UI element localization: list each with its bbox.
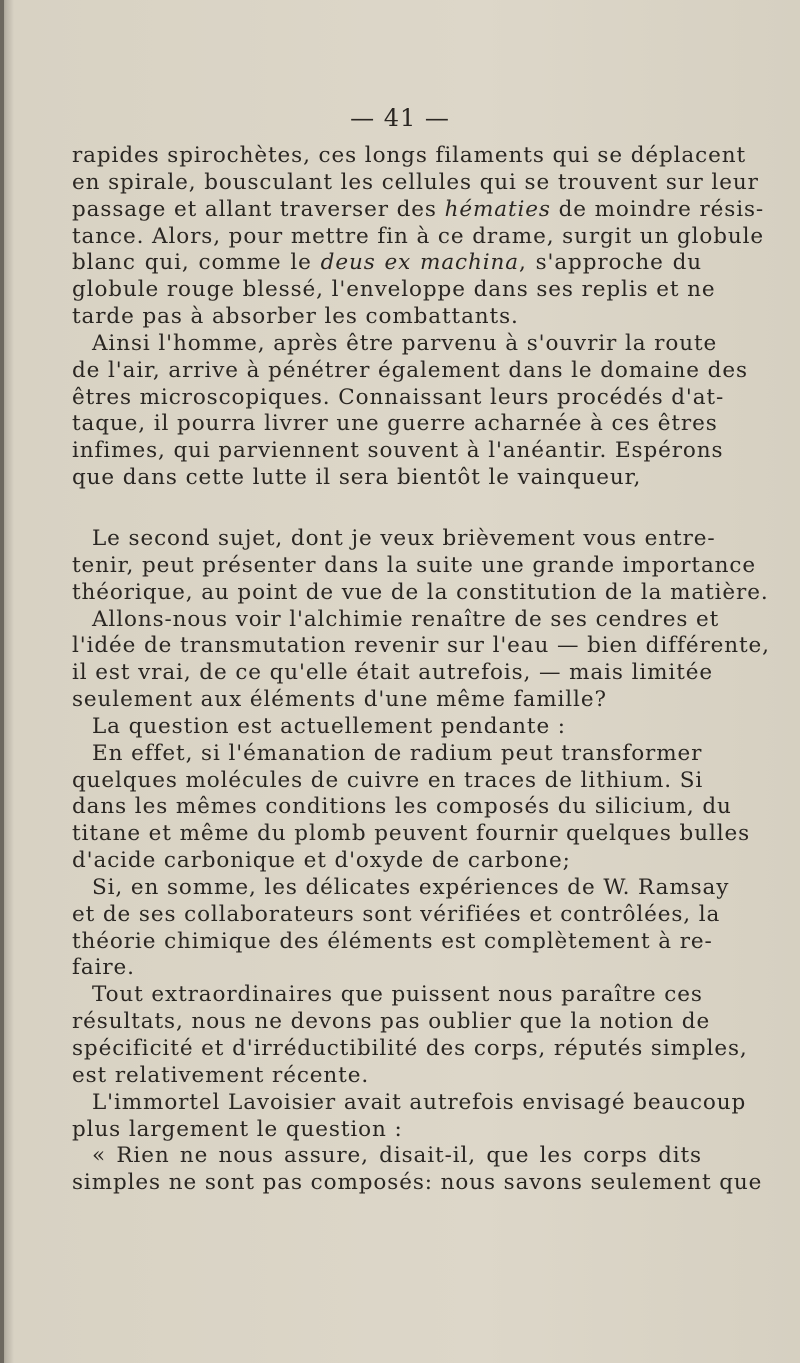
text-line: êtres microscopiques. Connaissant leurs procédés d'at- [72, 384, 725, 410]
text-line: tarde pas à absorber les combattants. [72, 304, 519, 330]
text-line: Le second sujet, dont je veux brièvement vous entre- [92, 525, 716, 551]
text-line: En effet, si l'émanation de radium peut transformer [92, 740, 703, 766]
text-line: l'idée de transmutation revenir sur l'eau — bien différente, [72, 633, 770, 659]
text-line: La question est actuellement pendante : [92, 713, 566, 739]
text-line: Tout extraordinaires que puissent nous paraître ces [92, 982, 703, 1008]
text-line: quelques molécules de cuivre en traces de lithium. Si [72, 767, 704, 793]
page-number: — 41 — [350, 104, 450, 132]
text-line: Allons-nous voir l'alchimie renaître de ses cendres et [92, 606, 720, 632]
text-line: théorique, au point de vue de la constitution de la matière. [72, 579, 769, 605]
text-line: tenir, peut présenter dans la suite une grande importance [72, 552, 756, 578]
page-edge [0, 0, 4, 1363]
text-line: il est vrai, de ce qu'elle était autrefois, — mais limitée [72, 660, 713, 686]
text-line: spécificité et d'irréductibilité des corps, réputés simples, [72, 1036, 748, 1061]
text-line: et de ses collaborateurs sont vérifiées et contrôlées, la [72, 901, 721, 927]
section-gap [72, 492, 702, 526]
text-line: blanc qui, comme le deus ex machina, s'approche du [72, 250, 702, 276]
body-text [72, 143, 770, 1197]
text-line: « Rien ne nous assure, disait-il, que les corps dits [92, 1143, 702, 1169]
text-line: théorie chimique des éléments est complètement à re- [72, 928, 713, 954]
text-line: globule rouge blessé, l'enveloppe dans ses replis et ne [72, 277, 716, 303]
text-line: en spirale, bousculant les cellules qui se trouvent sur leur [72, 169, 759, 195]
italic-term: deus ex machina [320, 250, 519, 276]
italic-term: hématies [444, 196, 551, 222]
text-line: de l'air, arrive à pénétrer également dans le domaine des [72, 357, 748, 383]
text-line: infimes, qui parviennent souvent à l'anéantir. Espérons [72, 438, 724, 464]
text-line: plus largement le question : [72, 1116, 403, 1142]
text-line: L'immortel Lavoisier avait autrefois envisagé beaucoup [92, 1089, 747, 1115]
text-line: taque, il pourra livrer une guerre acharnée à ces êtres [72, 411, 718, 437]
text-line: que dans cette lutte il sera bientôt le vainqueur, [72, 465, 642, 491]
text-line: seulement aux éléments d'une même famille? [72, 687, 607, 713]
text-line: d'acide carbonique et d'oxyde de carbone; [72, 848, 571, 874]
text-line: simples ne sont pas composés: nous savons seulement que [72, 1170, 763, 1196]
text-line: tance. Alors, pour mettre fin à ce drame, surgit un globule [72, 223, 765, 249]
text-line: Ainsi l'homme, après être parvenu à s'ouvrir la route [92, 330, 718, 356]
text-line: rapides spirochètes, ces longs filaments qui se déplacent [72, 143, 746, 168]
text-line: faire. [72, 955, 135, 981]
text-line: résultats, nous ne devons pas oublier que la notion de [72, 1009, 711, 1035]
text-line: Si, en somme, les délicates expériences de W. Ramsay [92, 874, 730, 900]
text-line: passage et allant traverser des hématies de moindre résis- [72, 196, 765, 222]
text-line: est relativement récente. [72, 1062, 370, 1088]
text-line: titane et même du plomb peuvent fournir quelques bulles [72, 821, 751, 847]
text-line: dans les mêmes conditions les composés du silicium, du [72, 794, 732, 820]
